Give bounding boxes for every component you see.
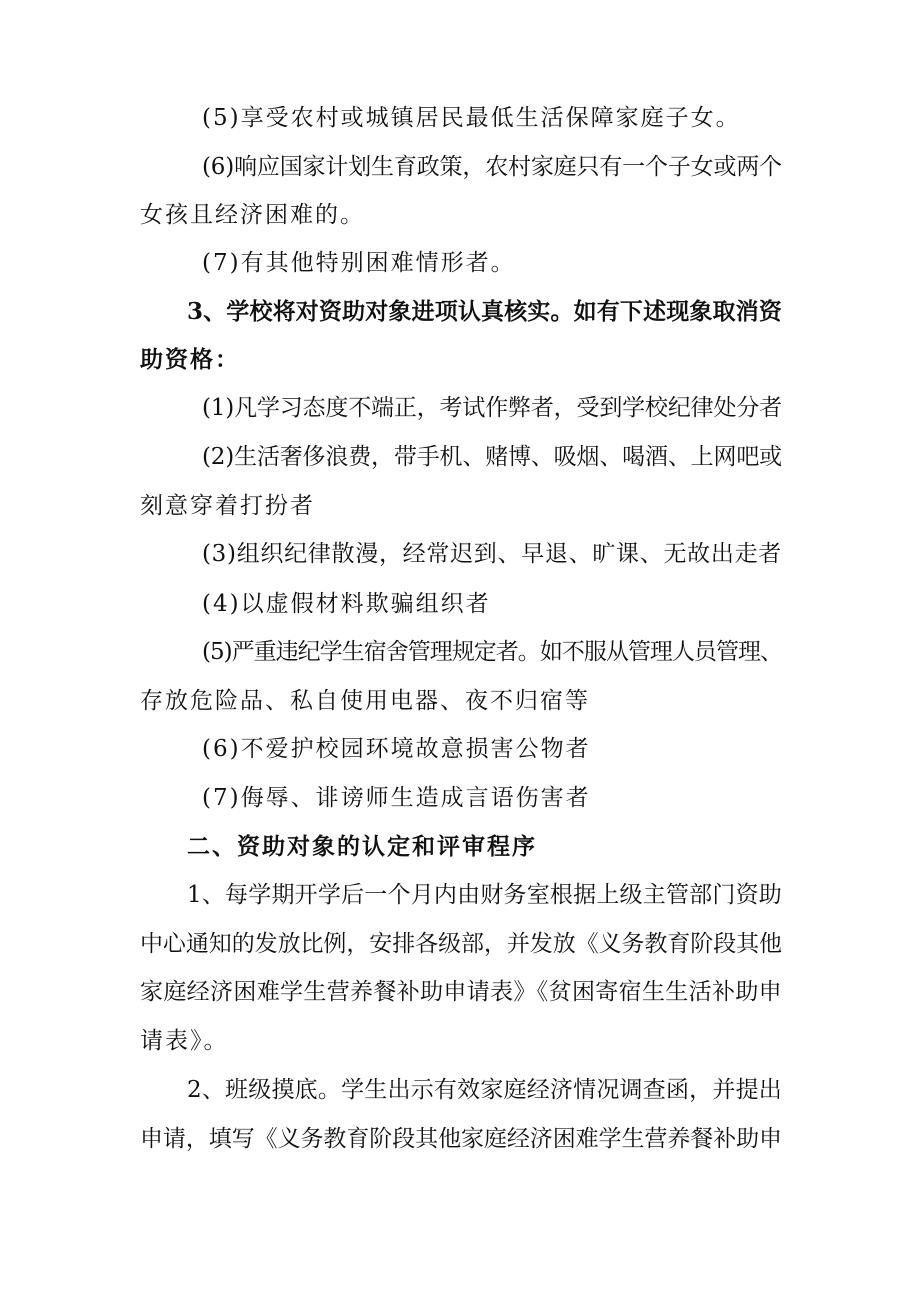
text-line-content: (7)侮辱、诽谤师生造成言语伤害者: [202, 785, 591, 811]
heading-text: 助资格：: [140, 346, 240, 373]
text-line-content: (6)不爱护校园环境故意损害公物者: [202, 736, 591, 762]
text-line: [0, 929, 920, 959]
text-line: [0, 1026, 920, 1056]
text-line-content: (7)有其他特别困难情形者。: [202, 250, 516, 276]
text-line: [0, 734, 920, 764]
section-heading: [0, 345, 920, 375]
text-line: [0, 152, 920, 182]
heading-text: 二、资助对象的认定和评审程序: [187, 833, 537, 860]
text-line: [0, 539, 920, 569]
text-line: [0, 880, 920, 910]
text-line-content: (5)严重违纪学生宿舍管理规定者。如不服从管理人员管理、: [202, 639, 782, 665]
text-line-content: (6)响应国家计划生育政策，农村家庭只有一个子女或两个: [202, 154, 782, 180]
text-line: [0, 442, 920, 472]
text-line: [0, 783, 920, 813]
text-line: [0, 491, 920, 521]
text-line-content: (4)以虚假材料欺骗组织者: [202, 591, 491, 617]
text-line-content: 1、每学期开学后一个月内由财务室根据上级主管部门资助: [187, 882, 782, 908]
text-line: [0, 977, 920, 1007]
section-heading: [0, 297, 920, 327]
text-line-content: 家庭经济困难学生营养餐补助申请表》《贫困寄宿生生活补助申: [140, 979, 782, 1005]
text-line-content: 请表》。: [140, 1028, 229, 1054]
text-line-content: 刻意穿着打扮者: [140, 493, 315, 519]
text-line: [0, 1075, 920, 1105]
text-line-content: (1)凡学习态度不端正，考试作弊者，受到学校纪律处分者: [202, 395, 782, 421]
text-line: [0, 686, 920, 716]
heading-text: 3、学校将对资助对象进项认真核实。如有下述现象取消资: [187, 298, 782, 325]
text-line-content: 申请，填写《义务教育阶段其他家庭经济困难学生营养餐补助申: [140, 1126, 782, 1152]
text-line: [0, 1124, 920, 1154]
text-line-content: 2、班级摸底。学生出示有效家庭经济情况调查函，并提出: [187, 1077, 782, 1103]
text-line: [0, 637, 920, 667]
text-line: [0, 200, 920, 230]
text-line-content: (2)生活奢侈浪费，带手机、赌博、吸烟、喝酒、上网吧或: [202, 444, 782, 470]
text-line: [0, 248, 920, 278]
section-heading: [0, 832, 920, 862]
text-line-content: 中心通知的发放比例，安排各级部，并发放《义务教育阶段其他: [140, 931, 782, 957]
text-line: [0, 393, 920, 423]
text-line-content: (3)组织纪律散漫，经常迟到、早退、旷课、无故出走者: [202, 541, 782, 567]
text-line-content: 存放危险品、私自使用电器、夜不归宿等: [140, 688, 590, 714]
text-line: [0, 103, 920, 133]
text-line-content: (5)享受农村或城镇居民最低生活保障家庭子女。: [202, 105, 741, 131]
text-line: [0, 589, 920, 619]
text-line-content: 女孩且经济困难的。: [140, 202, 365, 228]
